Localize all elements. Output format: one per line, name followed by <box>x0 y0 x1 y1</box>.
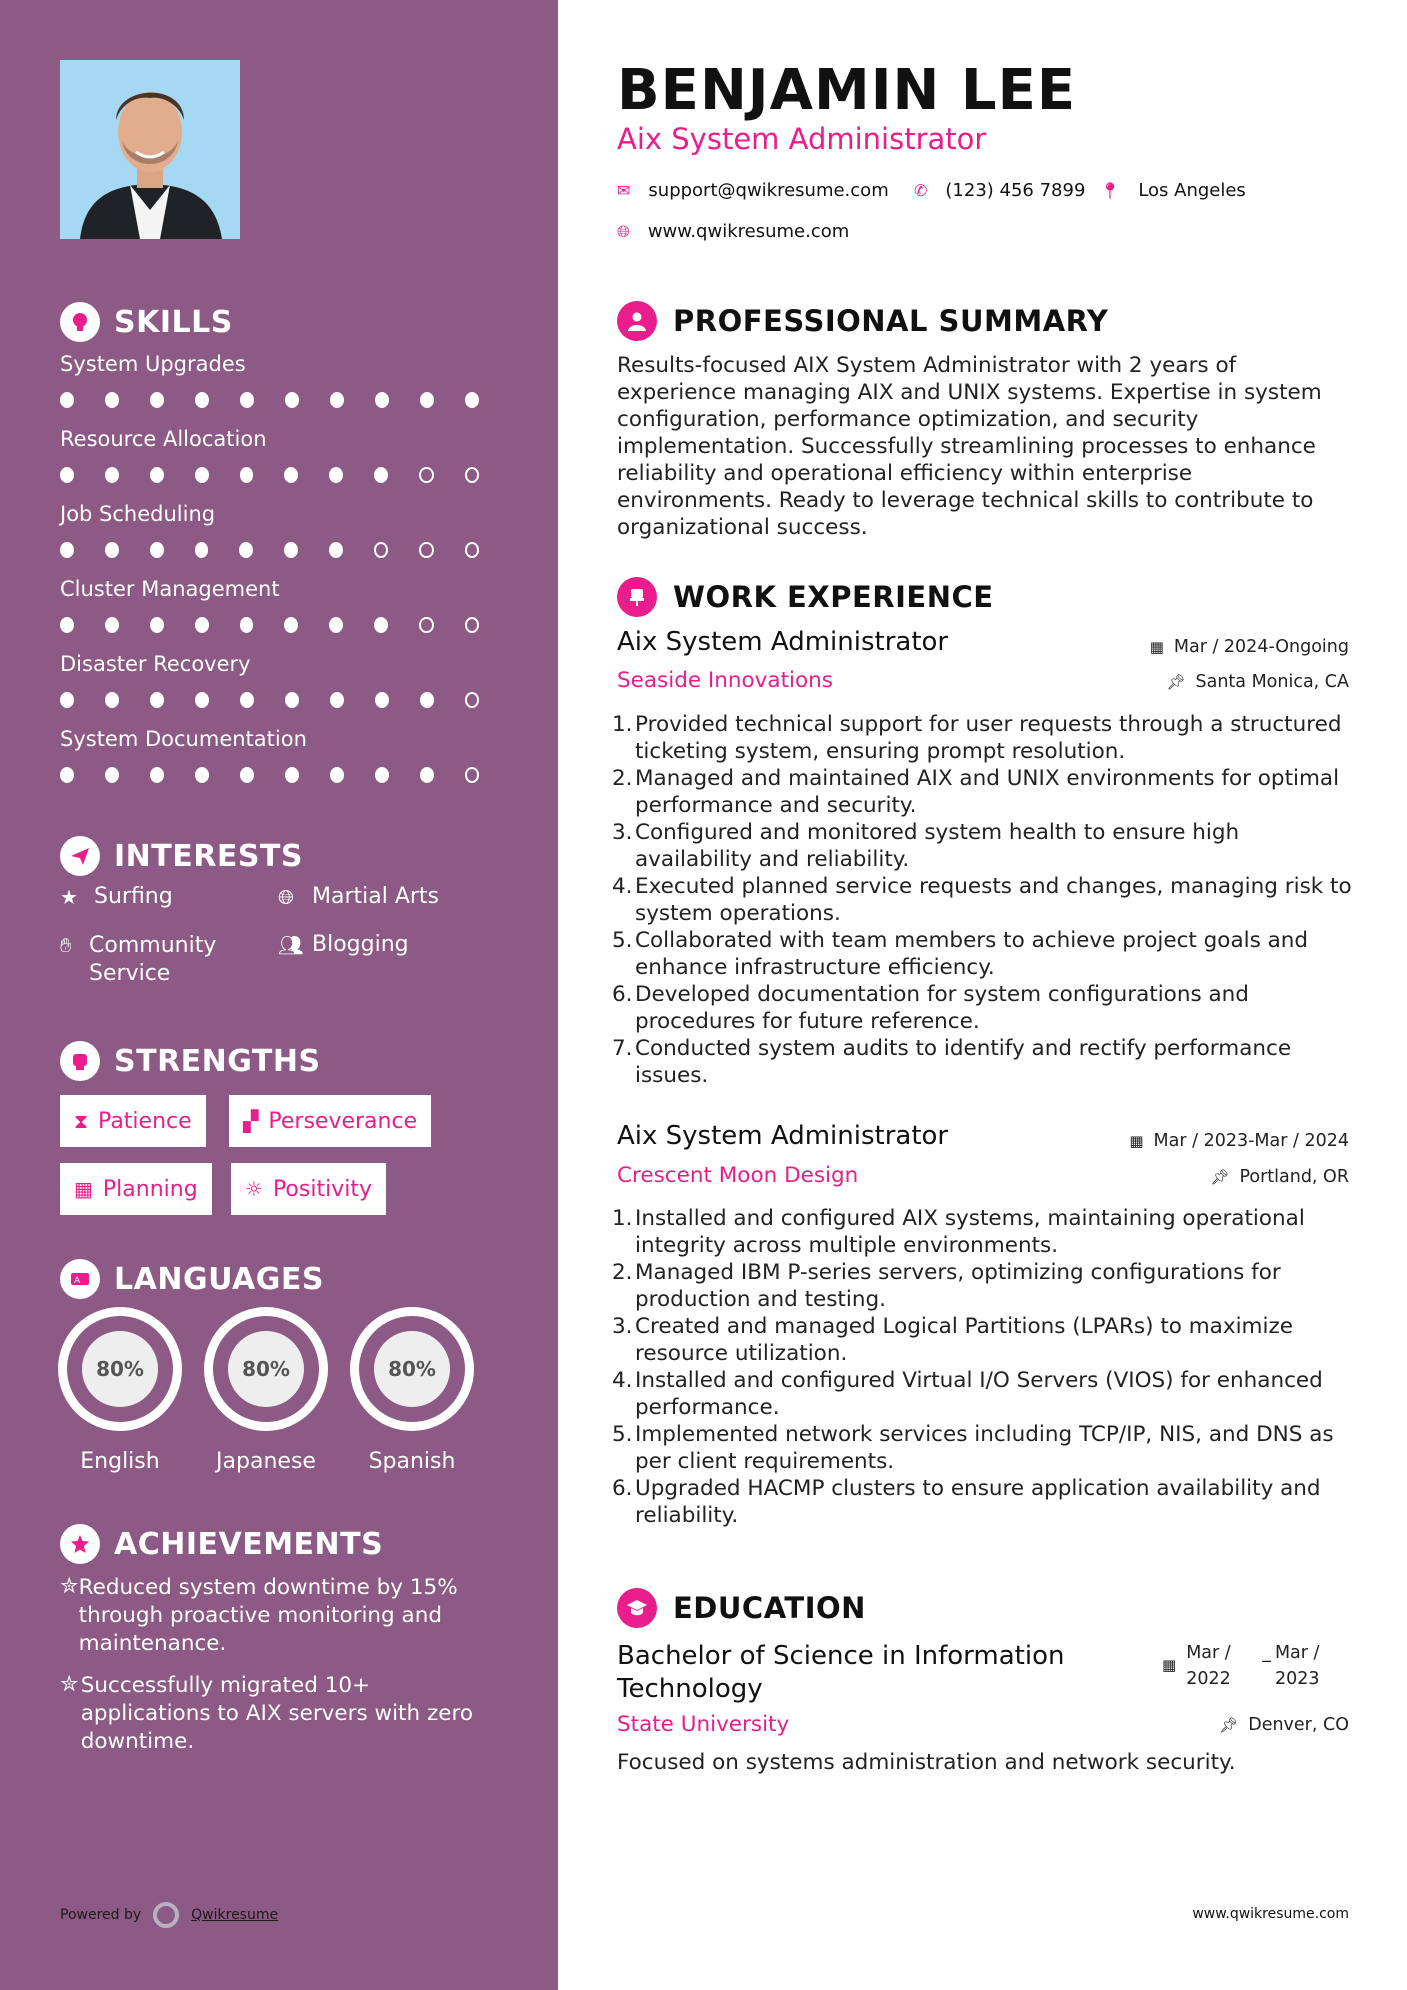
language-level: 80% <box>82 1331 158 1407</box>
job-location-text: Portland, OR <box>1239 1167 1349 1187</box>
skill-rating-dot <box>239 542 253 558</box>
bullet-text: Managed IBM P-series servers, optimizing configurations for production and testing. <box>635 1260 1281 1312</box>
language-name: Japanese <box>216 1449 316 1474</box>
bullet-number: 2. <box>612 766 633 791</box>
job-dates <box>1150 637 1349 657</box>
skill-name: Disaster Recovery <box>60 652 251 676</box>
job-location <box>1210 1167 1349 1187</box>
job-bullet <box>612 1035 1352 1089</box>
lightbulb-icon <box>60 302 100 342</box>
bullet-number: 5. <box>612 928 633 953</box>
skill-rating-dot <box>60 392 74 408</box>
job-bullet <box>612 1367 1352 1421</box>
paper-plane-icon <box>60 836 100 876</box>
bullet-number: 6. <box>612 1476 633 1501</box>
job-bullet <box>612 819 1352 873</box>
skill-rating-dot <box>330 692 344 708</box>
strength-badge <box>60 1095 206 1147</box>
strength-badge <box>60 1163 212 1215</box>
skill-rating-dot <box>240 767 254 783</box>
language-level: 80% <box>374 1331 450 1407</box>
interest-item <box>60 932 260 988</box>
education-start <box>1186 1640 1262 1692</box>
contact-website[interactable] <box>617 221 849 242</box>
calendar-icon: ▦ <box>1162 1656 1177 1674</box>
skill-rating-dot <box>150 692 164 708</box>
skill-rating-dot <box>60 617 74 633</box>
skill-rating <box>60 467 510 483</box>
achievement-item <box>60 1672 500 1756</box>
pin-icon: 📌︎ <box>1210 1168 1230 1186</box>
section-title: INTERESTS <box>114 838 303 874</box>
job-bullet <box>612 1475 1352 1529</box>
section-title: SKILLS <box>114 304 233 340</box>
powered-by-label: Powered by <box>60 1907 142 1923</box>
strength-badge <box>229 1095 431 1147</box>
strength-badge <box>231 1163 386 1215</box>
bullet-text: Collaborated with team members to achieve project goals and enhance infrastructure efficiency. <box>635 928 1309 980</box>
road-icon: ▞ <box>243 1109 259 1133</box>
contact-email[interactable] <box>617 180 889 201</box>
summary-text: Results-focused AIX System Administrator with 2 years of experience managing AIX and UNIX systems. Expertise in system configuration, performance optimization, and security implementation. Successfully streamlining processes to enhance reliability and operational efficiency within enterprise environments. Ready to leverage technical skills to contribute to organizational success. <box>617 353 1322 540</box>
skill-rating-dot <box>465 467 479 483</box>
skill-rating-dot <box>419 467 433 483</box>
skill-item <box>60 502 510 558</box>
education-start-month: Mar / <box>1186 1643 1231 1663</box>
skill-name: Job Scheduling <box>60 502 216 526</box>
achievement-text: Reduced system downtime by 15% through proactive monitoring and maintenance. <box>78 1575 458 1656</box>
skill-rating-dot <box>240 617 254 633</box>
chair-icon <box>617 577 657 617</box>
location-text: Los Angeles <box>1138 180 1246 201</box>
map-pin-icon: 📍︎ <box>1100 181 1121 200</box>
fist-icon <box>60 1041 100 1081</box>
interest-label: Martial Arts <box>312 884 440 909</box>
hourglass-icon: ⧗ <box>74 1109 89 1133</box>
education-note: Focused on systems administration and network security. <box>617 1750 1236 1775</box>
strength-label: Planning <box>102 1176 198 1202</box>
achievements-heading <box>60 1524 383 1564</box>
skill-rating <box>60 542 510 558</box>
skill-rating-dot <box>195 392 209 408</box>
skill-rating-dot <box>329 617 343 633</box>
date-separator: _ <box>1262 1643 1271 1663</box>
skill-rating-dot <box>465 692 479 708</box>
experience-heading <box>617 577 994 617</box>
pin-icon: 📌︎ <box>1166 673 1186 691</box>
interest-item <box>60 884 173 910</box>
candidate-name: BENJAMIN LEE <box>617 58 1077 123</box>
language-level: 80% <box>228 1331 304 1407</box>
section-title: WORK EXPERIENCE <box>673 580 994 614</box>
skill-rating-dot <box>374 617 388 633</box>
skill-item <box>60 427 510 483</box>
company-name: Seaside Innovations <box>617 668 833 693</box>
interest-item <box>278 884 439 910</box>
skill-rating-dot <box>375 392 389 408</box>
bullet-number: 7. <box>612 1036 633 1061</box>
skill-rating-dot <box>284 542 298 558</box>
candidate-title: Aix System Administrator <box>617 122 987 156</box>
strength-label: Perseverance <box>268 1108 418 1134</box>
interest-label: Community Service <box>89 933 217 986</box>
graduation-cap-icon <box>617 1588 657 1628</box>
education-location <box>1219 1715 1349 1735</box>
job-bullets <box>612 1205 1352 1529</box>
skill-rating-dot <box>419 542 433 558</box>
bullet-number: 4. <box>612 1368 633 1393</box>
education-dates <box>1162 1640 1319 1692</box>
email-text: support@qwikresume.com <box>648 180 889 201</box>
calendar-icon: ▦ <box>1149 638 1164 656</box>
bullet-number: 5. <box>612 1422 633 1447</box>
education-end-year: 2023 <box>1274 1669 1320 1689</box>
skill-rating-dot <box>195 467 209 483</box>
languages-heading <box>60 1259 324 1299</box>
language-name: English <box>80 1449 160 1474</box>
section-title: ACHIEVEMENTS <box>114 1526 384 1562</box>
qwikresume-link[interactable]: Qwikresume <box>191 1907 279 1923</box>
strength-label: Positivity <box>272 1176 372 1202</box>
bullet-text: Implemented network services including TCP/IP, NIS, and DNS as per client requirements. <box>635 1422 1334 1474</box>
skill-rating-dot <box>465 542 479 558</box>
qwikresume-logo-icon <box>153 1902 179 1928</box>
calendar-icon: ▦ <box>1129 1132 1144 1150</box>
job-bullet <box>612 765 1352 819</box>
skill-rating-dot <box>240 692 254 708</box>
skill-name: System Documentation <box>60 727 307 751</box>
skill-rating-dot <box>374 542 388 558</box>
language-icon <box>60 1259 100 1299</box>
skill-rating-dot <box>60 542 74 558</box>
education-end <box>1275 1640 1320 1692</box>
job-bullet <box>612 711 1352 765</box>
skill-rating-dot <box>375 692 389 708</box>
job-dates-text: Mar / 2024-Ongoing <box>1173 637 1349 657</box>
skill-rating-dot <box>105 542 119 558</box>
skill-rating-dot <box>329 467 343 483</box>
skill-rating-dot <box>150 617 164 633</box>
degree-title: Bachelor of Science in Information Technology <box>617 1641 1065 1704</box>
bullet-text: Managed and maintained AIX and UNIX environments for optimal performance and security. <box>635 766 1340 818</box>
interest-label: Surfing <box>94 884 173 909</box>
skill-rating-dot <box>105 767 119 783</box>
bullet-text: Developed documentation for system configurations and procedures for future reference. <box>635 982 1249 1034</box>
skill-rating-dot <box>60 692 74 708</box>
skill-rating-dot <box>329 542 343 558</box>
summary-heading <box>617 301 1108 341</box>
bullet-text: Conducted system audits to identify and rectify performance issues. <box>635 1036 1292 1088</box>
star-icon: ✮ <box>60 1574 79 1599</box>
language-item <box>350 1307 474 1474</box>
bullet-number: 3. <box>612 1314 633 1339</box>
bullet-number: 6. <box>612 982 633 1007</box>
skill-rating-dot <box>150 542 164 558</box>
skill-rating-dot <box>374 467 388 483</box>
pin-icon: 📌︎ <box>1219 1716 1239 1734</box>
skill-rating-dot <box>105 617 119 633</box>
skills-heading <box>60 302 233 342</box>
skill-rating-dot <box>195 767 209 783</box>
skill-rating-dot <box>150 392 164 408</box>
skill-rating-dot <box>285 392 299 408</box>
strength-label: Patience <box>98 1108 192 1134</box>
skill-item <box>60 577 510 633</box>
job-dates <box>1129 1131 1349 1151</box>
bullet-number: 2. <box>612 1260 633 1285</box>
job-bullet <box>612 873 1352 927</box>
job-location-text: Santa Monica, CA <box>1195 672 1349 692</box>
skill-rating-dot <box>465 617 479 633</box>
skill-rating-dot <box>284 467 298 483</box>
school-name: State University <box>617 1712 790 1737</box>
language-ring <box>350 1307 474 1431</box>
skill-rating-dot <box>330 392 344 408</box>
skill-name: System Upgrades <box>60 352 246 376</box>
skill-rating-dot <box>284 617 298 633</box>
bullet-number: 1. <box>612 1206 633 1231</box>
skill-rating-dot <box>60 467 74 483</box>
skill-rating <box>60 692 510 708</box>
interest-label: Blogging <box>312 932 409 957</box>
skill-name: Cluster Management <box>60 577 280 601</box>
achievement-item <box>60 1574 500 1658</box>
skill-rating-dot <box>465 767 479 783</box>
skill-rating-dot <box>105 692 119 708</box>
star-icon: ✮ <box>60 1672 79 1697</box>
skill-rating-dot <box>330 767 344 783</box>
powered-by <box>60 1902 278 1928</box>
skill-rating-dot <box>240 392 254 408</box>
user-icon <box>617 301 657 341</box>
strengths-heading <box>60 1041 321 1081</box>
svg-text:A: A <box>74 1276 81 1286</box>
avatar <box>60 60 240 239</box>
skill-rating-dot <box>420 767 434 783</box>
contact-phone[interactable] <box>914 180 1085 201</box>
interests-heading <box>60 836 303 876</box>
achievement-text: Successfully migrated 10+ applications to AIX servers with zero downtime. <box>80 1673 473 1754</box>
skill-rating-dot <box>105 392 119 408</box>
section-title: EDUCATION <box>673 1591 866 1625</box>
skill-item <box>60 727 510 783</box>
job-title: Aix System Administrator <box>617 627 949 657</box>
phone-text: (123) 456 7899 <box>945 180 1086 201</box>
section-title: LANGUAGES <box>114 1261 324 1297</box>
skill-rating-dot <box>285 692 299 708</box>
hand-icon: ✋︎ <box>60 933 72 957</box>
award-icon <box>60 1524 100 1564</box>
bullet-number: 4. <box>612 874 633 899</box>
bullet-text: Installed and configured AIX systems, maintaining operational integrity across multiple environments. <box>635 1206 1305 1258</box>
profile-photo <box>60 60 240 239</box>
globe-icon: 🌐︎ <box>617 221 630 241</box>
language-item <box>204 1307 328 1474</box>
skill-rating-dot <box>195 692 209 708</box>
job-bullet <box>612 1313 1352 1367</box>
skill-rating-dot <box>240 467 254 483</box>
job-bullet <box>612 927 1352 981</box>
bullet-text: Configured and monitored system health to ensure high availability and reliability. <box>635 820 1240 872</box>
company-name: Crescent Moon Design <box>617 1163 859 1188</box>
interest-item <box>278 932 409 958</box>
skill-item <box>60 352 510 408</box>
skill-rating-dot <box>195 542 209 558</box>
envelope-icon: ✉ <box>617 181 631 200</box>
bullet-text: Executed planned service requests and changes, managing risk to system operations. <box>635 874 1352 926</box>
job-bullet <box>612 1421 1352 1475</box>
skill-name: Resource Allocation <box>60 427 267 451</box>
skill-rating-dot <box>375 767 389 783</box>
language-ring <box>58 1307 182 1431</box>
job-location <box>1166 672 1349 692</box>
section-title: STRENGTHS <box>114 1043 321 1079</box>
website-text: www.qwikresume.com <box>647 221 850 242</box>
bullet-text: Created and managed Logical Partitions (LPARs) to maximize resource utilization. <box>635 1314 1293 1366</box>
calendar-icon: ▦ <box>74 1177 93 1201</box>
job-bullets <box>612 711 1352 1089</box>
skill-rating-dot <box>195 617 209 633</box>
skill-rating-dot <box>150 467 164 483</box>
language-item <box>58 1307 182 1474</box>
language-name: Spanish <box>368 1449 456 1474</box>
sidebar <box>0 0 558 1990</box>
phone-icon: ✆ <box>914 181 928 200</box>
users-icon: 👥︎ <box>278 933 304 957</box>
bullet-text: Upgraded HACMP clusters to ensure application availability and reliability. <box>635 1476 1321 1528</box>
language-ring <box>204 1307 328 1431</box>
bullet-number: 3. <box>612 820 633 845</box>
contact-location <box>1100 180 1246 201</box>
skill-rating-dot <box>419 617 433 633</box>
education-location-text: Denver, CO <box>1248 1715 1349 1735</box>
education-heading <box>617 1588 866 1628</box>
footer-website-link[interactable]: www.qwikresume.com <box>1192 1906 1349 1922</box>
section-title: PROFESSIONAL SUMMARY <box>673 304 1109 338</box>
education-end-month: Mar / <box>1274 1643 1320 1663</box>
job-dates-text: Mar / 2023-Mar / 2024 <box>1153 1131 1349 1151</box>
skill-rating-dot <box>60 767 74 783</box>
skill-rating <box>60 392 510 408</box>
skill-rating-dot <box>465 392 479 408</box>
job-bullet <box>612 981 1352 1035</box>
skill-rating-dot <box>105 467 119 483</box>
skill-rating-dot <box>420 692 434 708</box>
skill-item <box>60 652 510 708</box>
skill-rating-dot <box>285 767 299 783</box>
sun-icon: ☼ <box>245 1177 263 1201</box>
bullet-text: Provided technical support for user requests through a structured ticketing system, ensuring prompt resolution. <box>635 712 1342 764</box>
skill-rating <box>60 767 510 783</box>
star-icon: ★ <box>60 885 78 909</box>
job-title: Aix System Administrator <box>617 1121 949 1151</box>
globe-icon: 🌐︎ <box>278 885 294 909</box>
bullet-text: Installed and configured Virtual I/O Servers (VIOS) for enhanced performance. <box>635 1368 1323 1420</box>
education-start-year: 2022 <box>1186 1669 1231 1689</box>
skill-rating-dot <box>150 767 164 783</box>
job-bullet <box>612 1205 1352 1259</box>
skill-rating-dot <box>420 392 434 408</box>
job-bullet <box>612 1259 1352 1313</box>
skill-rating <box>60 617 510 633</box>
bullet-number: 1. <box>612 712 633 737</box>
